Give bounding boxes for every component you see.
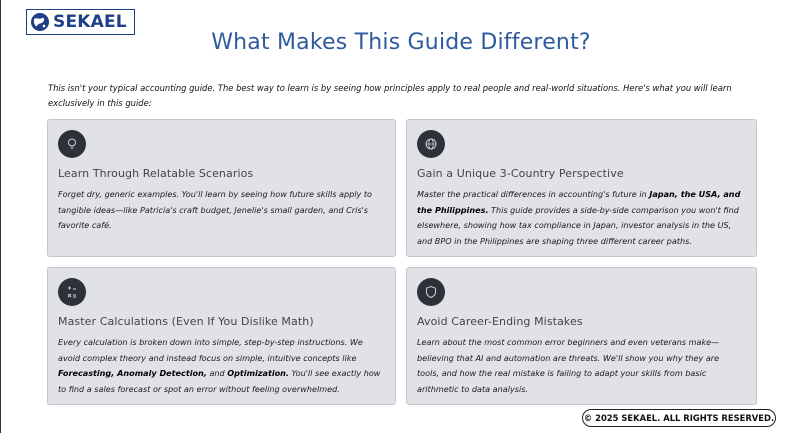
globe-icon: [417, 130, 445, 158]
card-body-text: You'll see exactly how to find a sales forecast or spot an error without feeling overwhelmed.: [58, 368, 381, 394]
feature-card-calculations: [47, 267, 396, 405]
card-body-text: This guide provides a side-by-side comparison you won't find elsewhere, showing how tax compliance in Japan, investor analysis in the US, and BPO in the Philippines are shaping three different career paths.: [417, 204, 739, 246]
card-body-text: Every calculation is broken down into simple, step-by-step instructions. We avoid complex theory and instead focus on simple, intuitive concepts like: [58, 337, 363, 363]
card-body-highlight: Japan, the USA, and the Philippines.: [417, 189, 741, 215]
card-title: Avoid Career-Ending Mistakes: [417, 315, 583, 328]
lightbulb-icon: [58, 130, 86, 158]
brand-name: SEKAEL: [53, 11, 127, 32]
intro-text: This isn't your typical accounting guide. The best way to learn is by seeing how principles apply to real people and real-world situations. Here's what you will learn exclusively in this guide:: [48, 83, 732, 108]
card-title: Learn Through Relatable Scenarios: [58, 167, 254, 180]
card-body-highlight: Optimization.: [227, 368, 289, 378]
feature-card-scenarios: [47, 119, 396, 257]
card-body: Learn about the most common error beginners and even veterans make—believing that AI and automation are threats. We'll show you why they are tools, and how the real mistake is failing to adapt your skills from basic arithmetic to data analysis.: [417, 337, 720, 394]
card-body: [417, 187, 742, 249]
globe-logo-icon: [30, 12, 50, 32]
calculator-icon: [58, 278, 86, 306]
feature-card-mistakes: [406, 267, 757, 405]
page-title: What Makes This Guide Different?: [211, 30, 591, 55]
card-body-text: and: [206, 368, 228, 378]
card-body-text: Master the practical differences in accounting's future in: [417, 189, 650, 199]
copyright-badge: © 2025 SEKAEL. ALL RIGHTS RESERVED.: [582, 409, 776, 427]
feature-card-countries: [406, 119, 757, 257]
card-body-highlight: Forecasting, Anomaly Detection,: [58, 368, 207, 378]
card-body: [58, 335, 383, 397]
shield-icon: [417, 278, 445, 306]
card-body: Forget dry, generic examples. You'll learn by seeing how future skills apply to tangible ideas—like Patricia's craft budget, Jenelie's small garden, and Cris's favorite café.: [58, 189, 372, 230]
card-title: Gain a Unique 3-Country Perspective: [417, 167, 624, 180]
card-title: Master Calculations (Even If You Dislike Math): [58, 315, 314, 328]
